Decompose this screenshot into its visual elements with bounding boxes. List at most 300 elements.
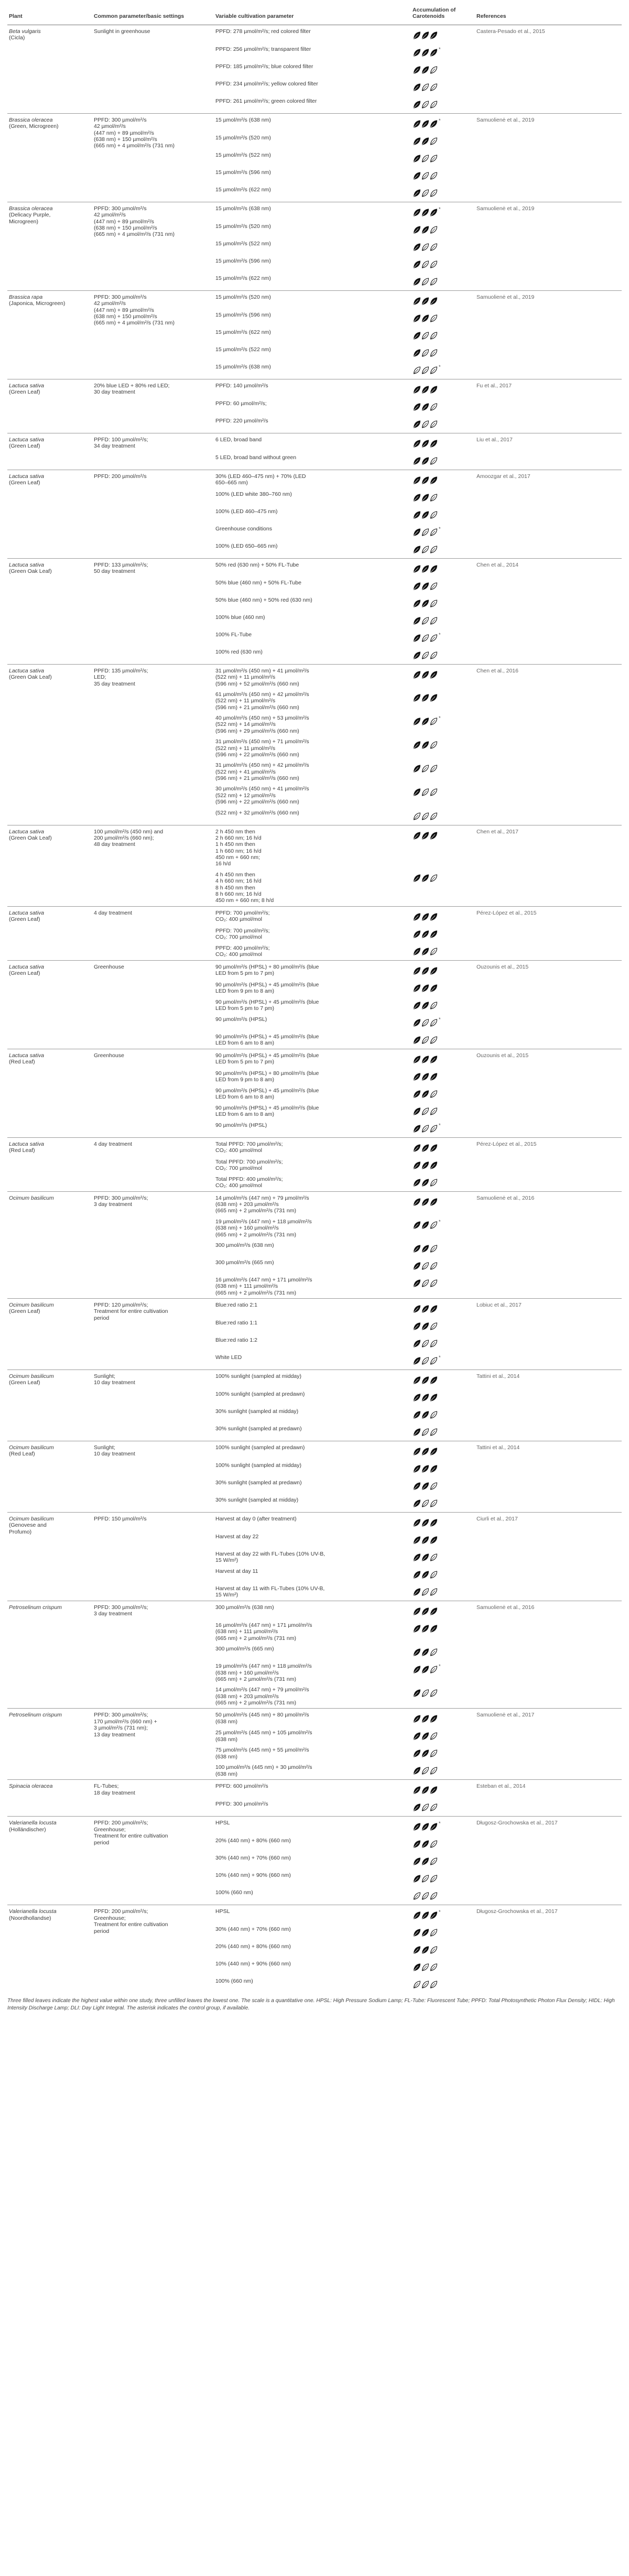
filled-leaf-icon — [414, 1929, 420, 1936]
filled-leaf-icon — [431, 1715, 437, 1722]
carotenoid-rating-cell — [411, 869, 475, 906]
carotenoid-rating-cell — [411, 1870, 475, 1887]
filled-leaf-icon — [422, 298, 429, 305]
variable-parameter-line: 90 µmol/m²/s (HPSL) — [215, 1122, 267, 1128]
variable-parameter-line: 25 µmol/m²/s (445 nm) + 105 µmol/m²/s — [215, 1730, 312, 1736]
leaf-rating — [413, 205, 473, 219]
variable-parameter-line: 90 µmol/m²/s (HPSL) — [215, 1016, 267, 1023]
empty-leaf-icon — [431, 315, 437, 322]
empty-leaf-icon — [431, 529, 437, 536]
plant-cell — [7, 1370, 92, 1441]
carotenoid-rating-cell — [411, 1137, 475, 1157]
common-parameter-line: PPFD: 135 µmol/m²/s; — [94, 667, 148, 674]
filled-leaf-icon — [414, 421, 420, 428]
variable-parameter-cell — [214, 1853, 411, 1870]
plant-variety: (Green, Microgreen) — [9, 123, 59, 130]
carotenoid-rating-cell — [411, 167, 475, 184]
carotenoid-rating-cell — [411, 1601, 475, 1621]
carotenoid-rating-cell — [411, 506, 475, 524]
filled-leaf-icon — [414, 1690, 420, 1697]
variable-parameter-cell — [214, 290, 411, 310]
variable-parameter-line: (638 nm) + 111 µmol/m²/s — [215, 1628, 278, 1635]
variable-parameter-line: Harvest at day 22 — [215, 1534, 259, 1540]
filled-leaf-icon — [422, 1245, 429, 1252]
leaf-rating-graphic — [413, 1688, 438, 1698]
variable-parameter-line: 100% (660 nm) — [215, 1889, 253, 1896]
leaf-rating — [413, 400, 473, 414]
variable-parameter-line: 20% (440 nm) + 80% (660 nm) — [215, 1838, 291, 1844]
variable-parameter-cell — [214, 713, 411, 736]
reference-cell: Pérez-López et al., 2015 — [475, 906, 622, 960]
filled-leaf-icon — [414, 1666, 420, 1673]
carotenoid-rating-cell — [411, 221, 475, 238]
filled-leaf-icon — [431, 477, 437, 484]
leaf-rating — [413, 1712, 473, 1725]
filled-leaf-icon — [422, 1519, 429, 1526]
common-parameter-line: Sunlight in greenhouse — [94, 28, 150, 35]
leaf-rating — [413, 508, 473, 521]
plant-species: Lactuca sativa — [9, 828, 45, 835]
variable-parameter-cell — [214, 452, 411, 470]
common-parameter-line: PPFD: 200 µmol/m²/s; — [94, 1908, 148, 1915]
header-variable-parameter: Variable cultivation parameter — [214, 0, 411, 25]
filled-leaf-icon — [414, 1733, 420, 1740]
reference-cell: Ouzounis et al., 2015 — [475, 1049, 622, 1137]
filled-leaf-icon — [414, 1500, 420, 1507]
variable-parameter-line: 100% (LED 460–475 nm) — [215, 508, 278, 515]
leaf-rating — [413, 294, 473, 308]
leaf-rating-graphic — [413, 188, 438, 198]
variable-parameter-line: 2 h 660 nm; 16 h/d — [215, 834, 262, 841]
filled-leaf-icon — [431, 671, 437, 678]
empty-leaf-icon — [431, 600, 437, 607]
control-group-asterisk: * — [439, 46, 441, 52]
variable-parameter-line: (638 nm) — [215, 1753, 238, 1760]
plant-species: Lactuca sativa — [9, 561, 45, 568]
variable-parameter-cell — [214, 1661, 411, 1684]
leaf-rating-graphic — [413, 527, 438, 537]
variable-parameter-line: 90 µmol/m²/s (HPSL) + 80 µmol/m²/s (blue — [215, 1070, 319, 1077]
reference-cell: Castera-Pesado et al., 2015 — [475, 25, 622, 113]
leaf-rating-graphic — [413, 831, 438, 840]
leaf-rating-graphic — [413, 1766, 438, 1775]
variable-parameter-line: CO₂: 400 µmol/mol — [215, 916, 262, 922]
variable-parameter-cell — [214, 808, 411, 825]
leaf-rating-graphic — [413, 1375, 438, 1385]
filled-leaf-icon — [414, 1280, 420, 1287]
common-parameter-line: 48 day treatment — [94, 841, 135, 848]
variable-parameter-cell — [214, 980, 411, 997]
filled-leaf-icon — [414, 1340, 420, 1347]
plant-cell — [7, 470, 92, 558]
filled-leaf-icon — [431, 968, 437, 974]
filled-leaf-icon — [422, 1306, 429, 1312]
variable-parameter-cell — [214, 1513, 411, 1532]
plant-cell — [7, 1601, 92, 1709]
variable-parameter-cell — [214, 1174, 411, 1192]
empty-leaf-icon — [431, 1483, 437, 1490]
carotenoid-rating-cell — [411, 238, 475, 256]
filled-leaf-icon — [414, 138, 420, 145]
carotenoid-rating-cell — [411, 1684, 475, 1709]
filled-leaf-icon — [414, 101, 420, 108]
variable-parameter-line: 15 µmol/m²/s (520 nm) — [215, 294, 271, 300]
variable-parameter-cell — [214, 1941, 411, 1959]
filled-leaf-icon — [414, 1750, 420, 1757]
filled-leaf-icon — [422, 1787, 429, 1794]
variable-parameter-line: (596 nm) + 29 µmol/m²/s (660 nm) — [215, 727, 299, 734]
filled-leaf-icon — [414, 583, 420, 590]
variable-parameter-line: 1 h 660 nm; 16 h/d — [215, 847, 262, 854]
filled-leaf-icon — [414, 671, 420, 678]
filled-leaf-icon — [422, 1947, 429, 1953]
empty-leaf-icon — [414, 1981, 420, 1988]
filled-leaf-icon — [422, 1733, 429, 1740]
common-parameter-cell — [92, 1601, 214, 1709]
leaf-rating — [413, 1764, 473, 1777]
filled-leaf-icon — [414, 1073, 420, 1080]
plant-species: Ocimum basilicum — [9, 1194, 54, 1201]
empty-leaf-icon — [431, 742, 437, 748]
filled-leaf-icon — [414, 1841, 420, 1847]
empty-leaf-icon — [422, 1125, 429, 1132]
reference-cell: Ciurli et al., 2017 — [475, 1513, 622, 1601]
filled-leaf-icon — [414, 1306, 420, 1312]
empty-leaf-icon — [422, 244, 429, 251]
variable-parameter-cell — [214, 25, 411, 44]
filled-leaf-icon — [414, 1002, 420, 1009]
leaf-rating — [413, 363, 473, 377]
carotenoid-rating-cell — [411, 1370, 475, 1389]
empty-leaf-icon — [422, 332, 429, 339]
variable-parameter-line: LED from 5 pm to 7 pm) — [215, 970, 275, 976]
variable-parameter-line: White LED — [215, 1354, 242, 1361]
control-group-asterisk: * — [439, 1355, 441, 1360]
empty-leaf-icon — [422, 367, 429, 374]
filled-leaf-icon — [431, 914, 437, 920]
empty-leaf-icon — [431, 1858, 437, 1865]
variable-parameter-line: 300 µmol/m²/s (638 nm) — [215, 1604, 274, 1611]
empty-leaf-icon — [431, 1340, 437, 1347]
filled-leaf-icon — [422, 494, 429, 501]
filled-leaf-icon — [422, 226, 429, 233]
reference-cell: Chen et al., 2014 — [475, 558, 622, 664]
variable-parameter-line: 100% sunlight (sampled at midday) — [215, 1462, 302, 1469]
carotenoid-rating-cell — [411, 310, 475, 327]
filled-leaf-icon — [422, 67, 429, 73]
common-parameter-line: Treatment for entire cultivation — [94, 1308, 168, 1315]
filled-leaf-icon — [431, 694, 437, 701]
empty-leaf-icon — [431, 1091, 437, 1097]
plant-cell — [7, 25, 92, 113]
filled-leaf-icon — [422, 1199, 429, 1205]
plant-variety: (Cicla) — [9, 35, 25, 41]
variable-parameter-line: 30% (440 nm) + 70% (660 nm) — [215, 1855, 291, 1862]
carotenoid-rating-cell — [411, 416, 475, 433]
common-parameter-cell — [92, 202, 214, 290]
filled-leaf-icon — [422, 1145, 429, 1151]
plant-variety: (Green Leaf) — [9, 1308, 40, 1315]
carotenoid-rating-cell — [411, 1049, 475, 1068]
leaf-rating — [413, 1033, 473, 1047]
empty-leaf-icon — [431, 1750, 437, 1757]
filled-leaf-icon — [431, 121, 437, 127]
variable-parameter-cell — [214, 1120, 411, 1138]
reference-cell: Samuolienė et al., 2019 — [475, 202, 622, 290]
common-parameter-cell — [92, 113, 214, 202]
empty-leaf-icon — [431, 1893, 437, 1899]
common-parameter-cell — [92, 1709, 214, 1780]
empty-leaf-icon — [422, 1429, 429, 1436]
leaf-rating — [413, 964, 473, 977]
variable-parameter-cell — [214, 489, 411, 506]
empty-leaf-icon — [422, 1280, 429, 1287]
variable-parameter-line: 5 LED, broad band without green — [215, 454, 297, 461]
header-plant: Plant — [7, 0, 92, 25]
filled-leaf-icon — [422, 948, 429, 955]
empty-leaf-icon — [431, 172, 437, 179]
filled-leaf-icon — [431, 1465, 437, 1472]
variable-parameter-line: (638 nm) + 203 µmol/m²/s — [215, 1201, 279, 1208]
table-row — [7, 1513, 622, 1532]
variable-parameter-cell — [214, 1924, 411, 1941]
common-parameter-cell — [92, 1049, 214, 1137]
empty-leaf-icon — [431, 617, 437, 624]
leaf-rating — [413, 1354, 473, 1367]
variable-parameter-line: (522 nm) + 41 µmol/m²/s — [215, 768, 276, 775]
leaf-rating — [413, 579, 473, 593]
filled-leaf-icon — [414, 968, 420, 974]
plant-variety: (Green Leaf) — [9, 916, 40, 922]
carotenoid-rating-cell — [411, 1817, 475, 1836]
variable-parameter-line: 10% (440 nm) + 90% (660 nm) — [215, 1961, 291, 1968]
variable-parameter-cell — [214, 1389, 411, 1406]
variable-parameter-cell — [214, 1352, 411, 1370]
plant-variety: (Green Oak Leaf) — [9, 834, 52, 841]
variable-parameter-line: 100% (LED white 380–760 nm) — [215, 491, 292, 497]
variable-parameter-line: 75 µmol/m²/s (445 nm) + 55 µmol/m²/s — [215, 1747, 309, 1754]
leaf-rating-graphic — [413, 1321, 438, 1331]
leaf-rating-graphic — [413, 1055, 438, 1064]
variable-parameter-line: 16 µmol/m²/s (447 nm) + 171 µmol/m²/s — [215, 1276, 312, 1283]
variable-parameter-line: (522 nm) + 11 µmol/m²/s — [215, 674, 276, 681]
filled-leaf-icon — [422, 1537, 429, 1544]
variable-parameter-cell — [214, 1684, 411, 1709]
common-parameter-line: (447 nm) + 89 µmol/m²/s — [94, 307, 154, 313]
leaf-rating-graphic — [413, 136, 438, 146]
empty-leaf-icon — [422, 1981, 429, 1988]
plant-species: Petroselinum crispum — [9, 1712, 62, 1719]
table-row — [7, 1709, 622, 1728]
common-parameter-cell — [92, 664, 214, 825]
variable-parameter-line: (522 nm) + 12 µmol/m²/s — [215, 792, 276, 799]
leaf-rating — [413, 1837, 473, 1851]
variable-parameter-line: 15 µmol/m²/s (638 nm) — [215, 363, 271, 370]
leaf-rating — [413, 80, 473, 94]
carotenoid-rating-cell — [411, 1216, 475, 1240]
empty-leaf-icon — [431, 261, 437, 268]
plant-cell — [7, 906, 92, 960]
leaf-rating — [413, 1533, 473, 1547]
reference-cell: Ouzounis et al., 2015 — [475, 960, 622, 1049]
variable-parameter-cell — [214, 1157, 411, 1174]
variable-parameter-line: (638 nm) + 203 µmol/m²/s — [215, 1693, 279, 1700]
reference-cell: Samuolienė et al., 2019 — [475, 113, 622, 202]
carotenoid-rating-cell — [411, 1549, 475, 1566]
table-row — [7, 470, 622, 489]
filled-leaf-icon — [414, 529, 420, 536]
carotenoid-rating-cell — [411, 133, 475, 150]
carotenoid-rating-cell — [411, 1941, 475, 1959]
variable-parameter-cell — [214, 647, 411, 665]
plant-species: Lactuca sativa — [9, 1140, 45, 1147]
leaf-rating-graphic — [413, 1393, 438, 1402]
leaf-rating — [413, 1070, 473, 1083]
carotenoid-rating-cell — [411, 1174, 475, 1192]
variable-parameter-cell — [214, 327, 411, 344]
leaf-rating-graphic — [413, 1160, 438, 1170]
leaf-rating — [413, 346, 473, 360]
leaf-rating — [413, 525, 473, 539]
filled-leaf-icon — [414, 1519, 420, 1526]
variable-parameter-cell — [214, 1441, 411, 1461]
filled-leaf-icon — [414, 1245, 420, 1252]
variable-parameter-cell — [214, 1495, 411, 1513]
table-row — [7, 202, 622, 221]
common-parameter-line: (665 nm) + 4 µmol/m²/s (731 nm) — [94, 143, 175, 149]
leaf-rating-graphic — [413, 1874, 438, 1883]
variable-parameter-line: 30% sunlight (sampled at predawn) — [215, 1426, 302, 1432]
empty-leaf-icon — [431, 512, 437, 518]
leaf-rating-graphic — [413, 1785, 438, 1795]
variable-parameter-line: 90 µmol/m²/s (HPSL) + 45 µmol/m²/s (blue — [215, 1033, 319, 1040]
leaf-rating — [413, 117, 473, 131]
common-parameter-line: PPFD: 300 µmol/m²/s; — [94, 1712, 148, 1719]
common-parameter-line: 200 µmol/m²/s (660 nm); — [94, 834, 154, 841]
leaf-rating-graphic — [413, 1714, 438, 1723]
leaf-rating-graphic — [413, 1665, 438, 1674]
carotenoid-rating-cell — [411, 113, 475, 133]
leaf-rating — [413, 240, 473, 254]
filled-leaf-icon — [414, 67, 420, 73]
empty-leaf-icon — [422, 1340, 429, 1347]
variable-parameter-cell — [214, 61, 411, 79]
variable-parameter-cell — [214, 1031, 411, 1049]
table-row — [7, 1191, 622, 1216]
filled-leaf-icon — [422, 1666, 429, 1673]
filled-leaf-icon — [414, 1448, 420, 1455]
leaf-rating-graphic — [413, 1606, 438, 1616]
leaf-rating — [413, 1854, 473, 1868]
plant-species: Petroselinum crispum — [9, 1604, 62, 1611]
variable-parameter-cell — [214, 416, 411, 433]
variable-parameter-line: 90 µmol/m²/s (HPSL) + 45 µmol/m²/s (blue — [215, 1104, 319, 1111]
control-group-asterisk: * — [439, 1219, 441, 1224]
variable-parameter-cell — [214, 1835, 411, 1853]
leaf-rating — [413, 1104, 473, 1118]
filled-leaf-icon — [422, 1483, 429, 1490]
plant-cell — [7, 664, 92, 825]
filled-leaf-icon — [422, 718, 429, 725]
empty-leaf-icon — [431, 1981, 437, 1988]
leaf-rating-graphic — [413, 242, 438, 252]
carotenoid-rating-cell — [411, 1762, 475, 1780]
variable-parameter-cell — [214, 1049, 411, 1068]
variable-parameter-line: 300 µmol/m²/s (638 nm) — [215, 1242, 274, 1248]
variable-parameter-line: 300 µmol/m²/s (665 nm) — [215, 1646, 274, 1653]
empty-leaf-icon — [431, 875, 437, 882]
leaf-rating — [413, 1568, 473, 1581]
leaf-rating — [413, 1408, 473, 1421]
empty-leaf-icon — [431, 278, 437, 285]
carotenoid-rating-cell — [411, 79, 475, 96]
variable-parameter-cell — [214, 1370, 411, 1389]
common-parameter-line: 42 µmol/m²/s — [94, 300, 126, 307]
carotenoid-rating-cell — [411, 1709, 475, 1728]
carotenoid-rating-cell — [411, 541, 475, 559]
leaf-rating-graphic — [413, 48, 438, 57]
filled-leaf-icon — [422, 931, 429, 938]
common-parameter-cell — [92, 379, 214, 433]
plant-cell — [7, 1049, 92, 1137]
carotenoid-rating-cell — [411, 1240, 475, 1257]
filled-leaf-icon — [422, 121, 429, 127]
leaf-rating-graphic — [413, 1945, 438, 1954]
leaf-rating-graphic — [413, 439, 438, 448]
variable-parameter-cell — [214, 1275, 411, 1299]
common-parameter-line: (638 nm) + 150 µmol/m²/s — [94, 224, 157, 231]
common-parameter-line: 20% blue LED + 80% red LED; — [94, 382, 170, 389]
carotenoid-rating-cell — [411, 1745, 475, 1762]
variable-parameter-line: 30% sunlight (sampled at predawn) — [215, 1480, 302, 1486]
plant-variety: (Green Leaf) — [9, 970, 40, 976]
leaf-rating — [413, 714, 473, 728]
empty-leaf-icon — [422, 1019, 429, 1026]
leaf-rating-graphic — [413, 1856, 438, 1866]
variable-parameter-line: 31 µmol/m²/s (450 nm) + 41 µmol/m²/s — [215, 667, 309, 674]
leaf-rating-graphic — [413, 1647, 438, 1657]
filled-leaf-icon — [431, 49, 437, 56]
filled-leaf-icon — [414, 1483, 420, 1490]
leaf-rating — [413, 63, 473, 77]
carotenoid-rating-cell — [411, 1352, 475, 1370]
filled-leaf-icon — [414, 1019, 420, 1026]
variable-parameter-line: CO₂: 700 µmol/mol — [215, 1165, 262, 1171]
filled-leaf-icon — [414, 617, 420, 624]
filled-leaf-icon — [414, 172, 420, 179]
carotenoid-rating-cell — [411, 943, 475, 961]
empty-leaf-icon — [431, 1767, 437, 1774]
empty-leaf-icon — [422, 190, 429, 197]
leaf-rating — [413, 1686, 473, 1700]
variable-parameter-cell — [214, 1477, 411, 1495]
leaf-rating — [413, 1908, 473, 1922]
variable-parameter-line: (522 nm) + 32 µmol/m²/s (660 nm) — [215, 809, 299, 816]
reference-cell: Długosz-Grochowska et al., 2017 — [475, 1817, 622, 1905]
variable-parameter-line: 61 µmol/m²/s (450 nm) + 42 µmol/m²/s — [215, 691, 309, 698]
plant-cell — [7, 1817, 92, 1905]
leaf-rating-graphic — [413, 564, 438, 573]
leaf-rating-graphic — [413, 983, 438, 993]
empty-leaf-icon — [431, 765, 437, 772]
leaf-rating — [413, 1302, 473, 1316]
carotenoid-rating-cell — [411, 960, 475, 980]
variable-parameter-cell — [214, 943, 411, 961]
plant-species: Beta vulgaris — [9, 28, 41, 35]
common-parameter-line: PPFD: 300 µmol/m²/s — [94, 116, 147, 123]
empty-leaf-icon — [431, 1947, 437, 1953]
empty-leaf-icon — [422, 765, 429, 772]
